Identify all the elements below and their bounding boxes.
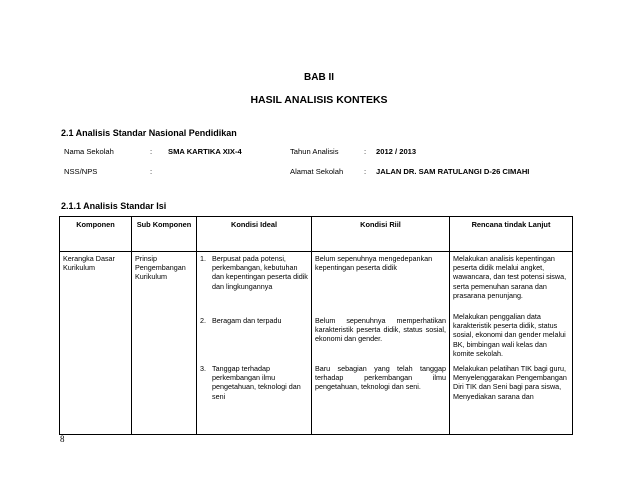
header-kondisi-riil: Kondisi Riil <box>312 217 450 252</box>
subsection-heading: 2.1.1 Analisis Standar Isi <box>61 201 167 211</box>
item-number: 1. <box>200 254 206 263</box>
nama-sekolah-value: SMA KARTIKA XIX-4 <box>168 147 242 156</box>
item-number: 3. <box>200 364 206 373</box>
ideal-text: Berpusat pada potensi, perkembangan, kebutuhan dan kepentingan peserta didik dan lingkungannya <box>212 254 308 291</box>
nama-sekolah-label: Nama Sekolah <box>64 147 114 156</box>
kondisi-ideal-cell <box>197 252 312 435</box>
alamat-sekolah-value: JALAN DR. SAM RATULANGI D-26 CIMAHI <box>376 167 530 176</box>
section-heading: 2.1 Analisis Standar Nasional Pendidikan <box>61 128 237 138</box>
tahun-analisis-label: Tahun Analisis <box>290 147 339 156</box>
ideal-text: Tanggap terhadap perkembangan ilmu pengetahuan, teknologi dan seni <box>212 364 301 401</box>
riil-text: Baru sebagian yang telah tanggap terhadap perkembangan ilmu pengetahuan, teknologi dan seni. <box>315 364 446 392</box>
rencana-text: Melakukan penggalian data karakteristik peserta didik, status sosial, ekonomi dan gender melalui BK, bimbingan wali kelas dan komite sekolah. <box>453 312 566 358</box>
table-row <box>60 252 573 435</box>
item-number: 2. <box>200 316 206 325</box>
nss-colon: : <box>150 167 153 176</box>
table-header-row <box>60 217 573 252</box>
riil-text: Belum sepenuhnya memperhatikan karakteristik peserta didik, status sosial, ekonomi dan gender. <box>315 316 446 344</box>
nss-label: NSS/NPS <box>64 167 98 176</box>
header-komponen: Komponen <box>60 217 132 252</box>
header-kondisi-ideal: Kondisi Ideal <box>197 217 312 252</box>
page-title: HASIL ANALISIS KONTEKS <box>250 94 388 106</box>
rencana-text: Melakukan analisis kepentingan peserta didik melalui angket, wawancara, dan test potensi siswa, serta pemenuhan sarana dan prasarana penunjang. <box>453 254 567 300</box>
header-sub-komponen: Sub Komponen <box>132 217 197 252</box>
page-number: 8 <box>60 434 65 444</box>
ideal-text: Beragam dan terpadu <box>212 316 282 325</box>
rencana-text: Melakukan pelatihan TIK bagi guru, Menyelenggarakan Pengembangan Diri TIK dan Seni bagi para siswa, Menyediakan sarana dan <box>453 364 567 401</box>
ideal-item <box>200 254 308 316</box>
ideal-item <box>200 364 308 401</box>
kondisi-riil-cell <box>312 252 450 435</box>
komponen-cell: Kerangka Dasar Kurikulum <box>60 252 132 435</box>
rencana-cell <box>450 252 573 435</box>
header-rencana: Rencana tindak Lanjut <box>450 217 573 252</box>
tahun-analisis-value: 2012 / 2013 <box>376 147 417 156</box>
alamat-sekolah-label: Alamat Sekolah <box>290 167 344 176</box>
alamat-sekolah-colon: : <box>364 167 367 176</box>
nama-sekolah-colon: : <box>150 147 153 156</box>
tahun-analisis-colon: : <box>364 147 367 156</box>
riil-text: Belum sepenuhnya mengedepankan kepentingan peserta didik <box>315 254 433 273</box>
chapter-heading: BAB II <box>304 72 334 83</box>
ideal-item <box>200 316 308 364</box>
analysis-table <box>59 216 573 435</box>
sub-komponen-cell: Prinsip Pengembangan Kurikulum <box>132 252 197 435</box>
